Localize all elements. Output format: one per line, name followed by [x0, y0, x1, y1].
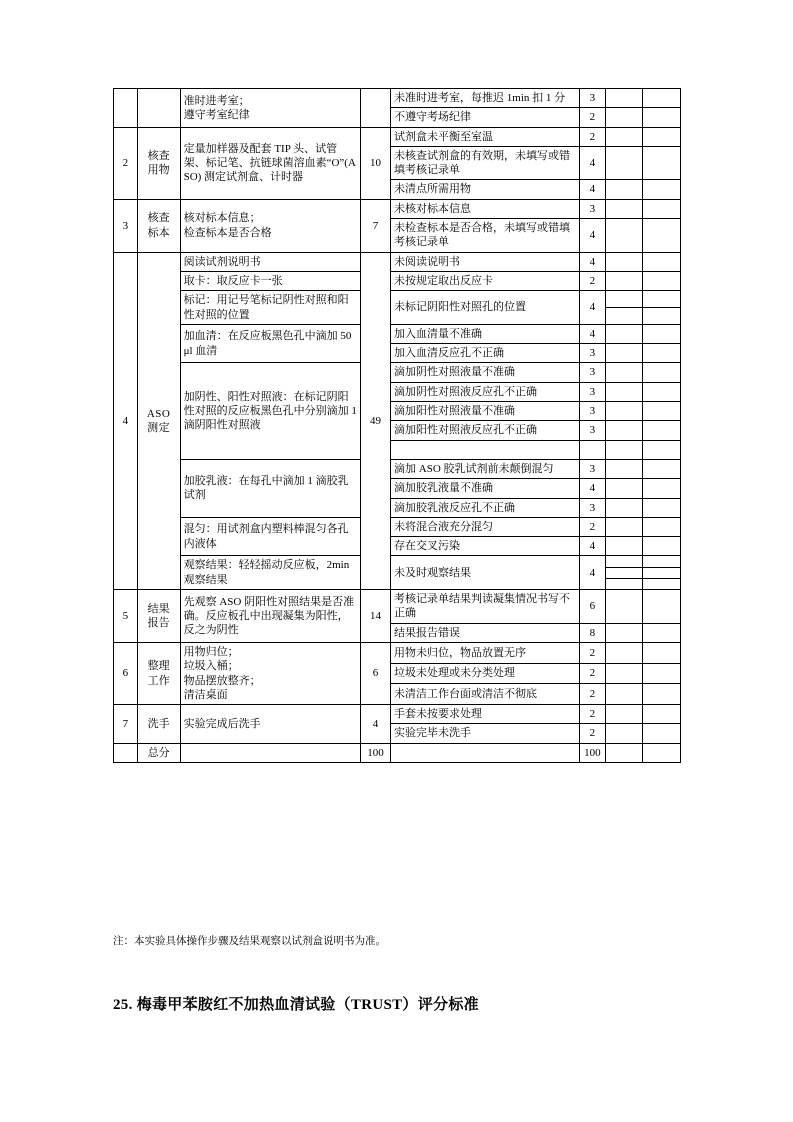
blank-cell-remark[interactable]: [643, 344, 681, 363]
blank-cell-actual[interactable]: [605, 108, 643, 127]
blank-cell-actual[interactable]: [605, 498, 643, 517]
deduction-points: 2: [580, 705, 606, 724]
deduction-points: 4: [580, 252, 606, 271]
blank-cell-actual[interactable]: [605, 180, 643, 199]
blank-cell-remark[interactable]: [643, 724, 681, 743]
deduction-points: 4: [580, 146, 606, 180]
blank-cell-remark[interactable]: [643, 517, 681, 536]
item-line: 工作: [147, 674, 170, 687]
item-line: 核查: [147, 212, 170, 225]
table-row: [114, 127, 681, 146]
row-score: [360, 89, 390, 128]
row-content: 取卡：取反应卡一张: [180, 271, 360, 290]
blank-cell-remark[interactable]: [643, 642, 681, 663]
blank-cell-actual[interactable]: [605, 382, 643, 401]
row-content: [180, 590, 360, 643]
table-row: [114, 705, 681, 724]
deduction-text: 未检查标本是否合格，未填写或错填考核记录单: [391, 219, 580, 253]
deduction-points: 2: [580, 642, 606, 663]
deduction-text: 未准时进考室，每推迟 1min 扣 1 分: [391, 89, 580, 108]
row-content: 标记：用记号笔标记阴性对照和阳性对照的位置: [180, 291, 360, 325]
deduction-points: 2: [580, 684, 606, 705]
blank-cell-actual[interactable]: [605, 146, 643, 180]
deduction-text: 滴加胶乳液量不准确: [391, 479, 580, 498]
deduction-points: 4: [580, 537, 606, 556]
blank-cell-remark[interactable]: [643, 127, 681, 146]
deduction-text: 存在交叉污染: [391, 537, 580, 556]
blank-cell-actual[interactable]: [605, 623, 643, 642]
blank-cell-remark[interactable]: [643, 498, 681, 517]
blank-cell-remark[interactable]: [643, 567, 681, 578]
blank-cell-remark[interactable]: [643, 459, 681, 478]
row-no: 6: [114, 642, 138, 704]
blank-cell-actual[interactable]: [605, 127, 643, 146]
blank-cell-remark[interactable]: [643, 479, 681, 498]
deduction-text: 未核查试剂盒的有效期，未填写或错填考核记录单: [391, 146, 580, 180]
row-score: 4: [360, 705, 390, 744]
row-item: [137, 127, 180, 199]
content-line: 先观察 ASO 阴阳性对照结果是否准确。: [183, 595, 355, 622]
row-no: 4: [114, 252, 138, 589]
blank-cell-actual[interactable]: [605, 684, 643, 705]
row-score: 6: [360, 642, 390, 704]
blank-cell-remark[interactable]: [643, 271, 681, 290]
deduction-text: 滴加阳性对照液反应孔不正确: [391, 421, 580, 440]
blank-cell-remark[interactable]: [643, 537, 681, 556]
content-line: 用物归位；: [183, 645, 239, 658]
table-row: [114, 324, 681, 343]
blank-cell-remark[interactable]: [643, 743, 681, 762]
blank-cell-actual[interactable]: [605, 459, 643, 478]
row-content: 加阴性、阳性对照液：在标记阴阳性对照的反应板黑色孔中分别滴加 1 滴阴阳性对照液: [180, 363, 360, 459]
deduction-text: 试剂盒未平衡至室温: [391, 127, 580, 146]
row-content: [180, 642, 360, 704]
blank-cell-actual[interactable]: [605, 421, 643, 440]
content-line: 垃圾入桶；: [183, 660, 239, 673]
deduction-text: 滴加阳性对照液量不准确: [391, 402, 580, 421]
row-content: 加胶乳液：在每孔中滴加 1 滴胶乳试剂: [180, 459, 360, 517]
deduction-points: 6: [580, 590, 606, 624]
item-line: 报告: [147, 616, 170, 629]
row-content: 实验完成后洗手: [180, 705, 360, 744]
deduction-spacer: [391, 440, 580, 459]
blank-cell-actual[interactable]: [605, 308, 643, 325]
table-row: [114, 291, 681, 308]
deduction-text: 未及时观察结果: [391, 556, 580, 590]
deduction-text: 实验完毕未洗手: [391, 724, 580, 743]
deduction-text: 滴加胶乳液反应孔不正确: [391, 498, 580, 517]
blank-cell-remark[interactable]: [643, 108, 681, 127]
blank-cell-actual[interactable]: [605, 363, 643, 382]
deduction-text: 未阅读说明书: [391, 252, 580, 271]
blank-cell-remark[interactable]: [643, 421, 681, 440]
blank-cell-actual[interactable]: [605, 291, 643, 308]
blank-cell-remark[interactable]: [643, 623, 681, 642]
table-row: [114, 517, 681, 536]
row-item: [137, 590, 180, 643]
scoring-table: [113, 88, 681, 763]
table-row: [114, 271, 681, 290]
blank-cell-remark[interactable]: [643, 199, 681, 218]
row-no: 2: [114, 127, 138, 199]
blank-cell-remark[interactable]: [643, 684, 681, 705]
blank-cell-actual[interactable]: [605, 479, 643, 498]
content-line: 检查标本是否合格: [183, 226, 272, 239]
deduction-points: 4: [580, 219, 606, 253]
blank-cell-actual[interactable]: [605, 567, 643, 578]
deduction-points: 3: [580, 199, 606, 218]
scoring-table-container: [113, 88, 681, 763]
deduction-points: 2: [580, 663, 606, 684]
row-content: 混匀：用试剂盒内塑料棒混匀各孔内液体: [180, 517, 360, 556]
blank-cell-remark[interactable]: [643, 590, 681, 624]
table-row: [114, 556, 681, 567]
deduction-text: 未清点所需用物: [391, 180, 580, 199]
row-item: ASO 测定: [137, 252, 180, 589]
deduction-points: 3: [580, 382, 606, 401]
blank-cell-actual[interactable]: [605, 324, 643, 343]
item-line: 整理: [147, 660, 170, 673]
item-line: 标本: [147, 226, 170, 239]
item-line: 用物: [147, 164, 170, 177]
blank-cell-actual[interactable]: [605, 663, 643, 684]
row-score: 49: [360, 252, 390, 589]
deduction-text: 不遵守考场纪律: [391, 108, 580, 127]
blank-cell-remark[interactable]: [643, 705, 681, 724]
deduction-points: 2: [580, 517, 606, 536]
deduction-points: 3: [580, 421, 606, 440]
blank-cell-actual[interactable]: [605, 89, 643, 108]
row-no: 5: [114, 590, 138, 643]
total-row: [114, 743, 681, 762]
row-no: 7: [114, 705, 138, 744]
content-line: 物品摆放整齐；: [183, 674, 261, 687]
deduction-points: 2: [580, 724, 606, 743]
total-deduct: [391, 743, 580, 762]
deduction-points: 2: [580, 108, 606, 127]
deduction-points: 3: [580, 344, 606, 363]
total-label: 总分: [137, 743, 180, 762]
row-content: [180, 89, 360, 128]
deduction-points: 2: [580, 127, 606, 146]
blank-cell-remark[interactable]: [643, 180, 681, 199]
table-row: [114, 252, 681, 271]
content-line: 反应板孔中出现凝集为阳性，反之为阴性: [183, 609, 349, 637]
blank-cell-remark[interactable]: [643, 291, 681, 308]
deduction-text: 垃圾未处理或未分类处理: [391, 663, 580, 684]
content-line: 核对标本信息；: [183, 212, 261, 225]
deduction-text: 未标记阴阳性对照孔的位置: [391, 291, 580, 325]
blank-cell-remark[interactable]: [643, 324, 681, 343]
content-line: 遵守考室纪律: [183, 108, 250, 121]
deduction-points: 3: [580, 402, 606, 421]
deduction-text: 加入血清量不准确: [391, 324, 580, 343]
blank-cell-actual[interactable]: [605, 252, 643, 271]
deduction-text: 用物未归位，物品放置无序: [391, 642, 580, 663]
row-no: [114, 89, 138, 128]
blank-cell-actual[interactable]: [605, 440, 643, 459]
table-row: [114, 363, 681, 382]
table-row: [114, 590, 681, 624]
blank-cell-actual[interactable]: [605, 578, 643, 589]
deduction-text: 未核对标本信息: [391, 199, 580, 218]
blank-cell-remark[interactable]: [643, 402, 681, 421]
row-score: 7: [360, 199, 390, 252]
blank-cell-remark[interactable]: [643, 89, 681, 108]
blank-cell-actual[interactable]: [605, 537, 643, 556]
blank-cell-actual[interactable]: [605, 705, 643, 724]
row-content: 阅读试剂说明书: [180, 252, 360, 271]
table-row: [114, 642, 681, 663]
blank-cell-actual[interactable]: [605, 517, 643, 536]
deduction-text: 未将混合液充分混匀: [391, 517, 580, 536]
row-score: 10: [360, 127, 390, 199]
deduction-points: 3: [580, 89, 606, 108]
content-line: 准时进考室；: [183, 94, 250, 107]
content-line: 清洁桌面: [183, 688, 228, 701]
footnote: 注：本实验具体操作步骤及结果观察以试剂盒说明书为准。: [113, 936, 386, 947]
deduction-text: 结果报告错误: [391, 623, 580, 642]
total-score: 100: [360, 743, 390, 762]
deduction-text: 未清洁工作台面或清洁不彻底: [391, 684, 580, 705]
blank-cell-actual[interactable]: [605, 556, 643, 567]
deduction-points: 4: [580, 324, 606, 343]
deduction-points: 4: [580, 556, 606, 590]
blank-cell-actual[interactable]: [605, 402, 643, 421]
total-points: 100: [580, 743, 606, 762]
table-row: [114, 89, 681, 108]
blank-cell-remark[interactable]: [643, 252, 681, 271]
deduction-text: 手套未按要求处理: [391, 705, 580, 724]
blank-cell-remark[interactable]: [643, 556, 681, 567]
blank-cell-actual[interactable]: [605, 743, 643, 762]
row-content: [180, 199, 360, 252]
blank-cell-actual[interactable]: [605, 219, 643, 253]
total-no: [114, 743, 138, 762]
deduction-text: 滴加阴性对照液量不准确: [391, 363, 580, 382]
table-row: [114, 199, 681, 218]
item-line: 结果: [147, 602, 170, 615]
section-title: 25. 梅毒甲苯胺红不加热血清试验（TRUST）评分标准: [113, 997, 479, 1013]
deduction-text: 滴加 ASO 胶乳试剂前未颠倒混匀: [391, 459, 580, 478]
blank-cell-remark[interactable]: [643, 663, 681, 684]
deduction-points-spacer: [580, 440, 606, 459]
deduction-points: 4: [580, 291, 606, 325]
row-no: 3: [114, 199, 138, 252]
blank-cell-remark[interactable]: [643, 578, 681, 589]
total-content: [180, 743, 360, 762]
deduction-points: 3: [580, 363, 606, 382]
blank-cell-actual[interactable]: [605, 271, 643, 290]
deduction-points: 4: [580, 479, 606, 498]
deduction-points: 8: [580, 623, 606, 642]
deduction-points: 2: [580, 271, 606, 290]
row-item: [137, 89, 180, 128]
row-item: 洗手: [137, 705, 180, 744]
blank-cell-actual[interactable]: [605, 724, 643, 743]
blank-cell-actual[interactable]: [605, 199, 643, 218]
deduction-text: 未按规定取出反应卡: [391, 271, 580, 290]
deduction-text: 加入血清反应孔不正确: [391, 344, 580, 363]
item-line: 核查: [147, 149, 170, 162]
deduction-text: 滴加阴性对照液反应孔不正确: [391, 382, 580, 401]
deduction-text: 考核记录单结果判读凝集情况书写不正确: [391, 590, 580, 624]
blank-cell-remark[interactable]: [643, 363, 681, 382]
blank-cell-remark[interactable]: [643, 308, 681, 325]
deduction-points: 3: [580, 459, 606, 478]
blank-cell-remark[interactable]: [643, 440, 681, 459]
blank-cell-remark[interactable]: [643, 146, 681, 180]
deduction-points: 3: [580, 498, 606, 517]
blank-cell-remark[interactable]: [643, 382, 681, 401]
table-row: [114, 459, 681, 478]
deduction-points: 4: [580, 180, 606, 199]
row-content: 加血清：在反应板黑色孔中滴加 50μl 血清: [180, 324, 360, 363]
row-content: 观察结果：轻轻摇动反应板，2min 观察结果: [180, 556, 360, 590]
row-score: 14: [360, 590, 390, 643]
row-item: [137, 199, 180, 252]
blank-cell-actual[interactable]: [605, 590, 643, 624]
row-content: 定量加样器及配套 TIP 头、试管架、标记笔、抗链球菌溶血素“O”(ASO) 测定试剂盒、计时器: [180, 127, 360, 199]
blank-cell-actual[interactable]: [605, 642, 643, 663]
blank-cell-actual[interactable]: [605, 344, 643, 363]
blank-cell-remark[interactable]: [643, 219, 681, 253]
row-item: [137, 642, 180, 704]
